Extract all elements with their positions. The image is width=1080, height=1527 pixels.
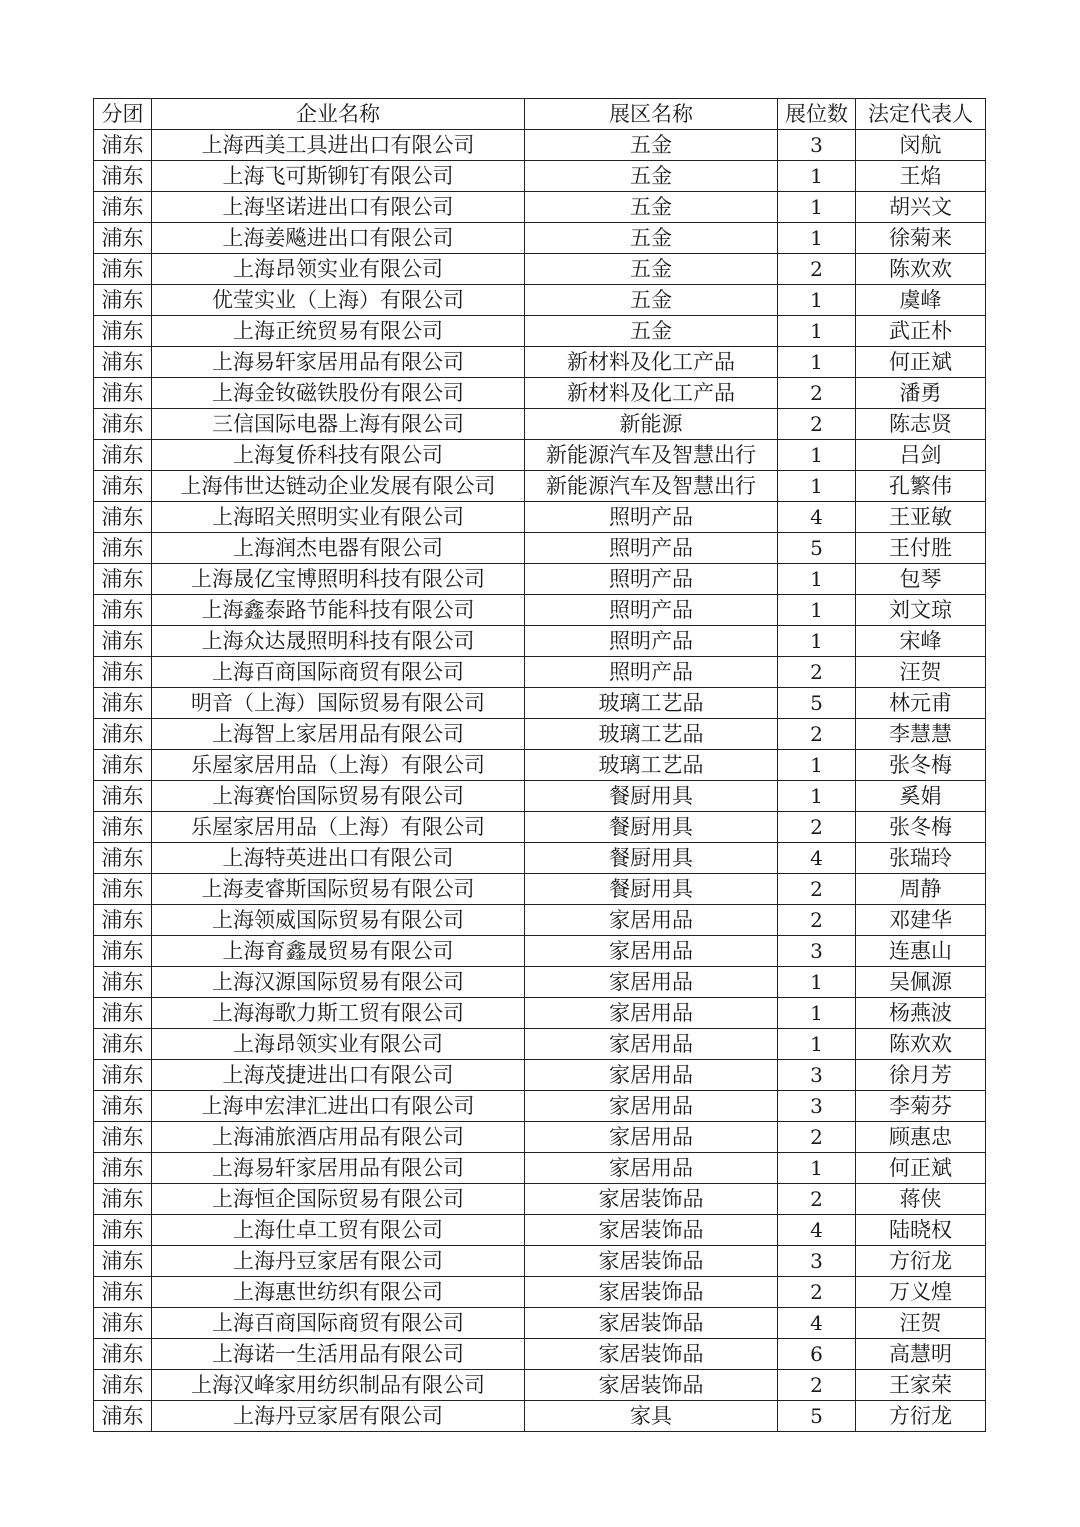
table-row <box>94 440 986 471</box>
cell-group: 浦东 <box>94 502 152 533</box>
cell-zone: 照明产品 <box>525 502 778 533</box>
cell-rep: 李菊芬 <box>856 1091 986 1122</box>
cell-zone: 玻璃工艺品 <box>525 688 778 719</box>
cell-group: 浦东 <box>94 998 152 1029</box>
cell-group: 浦东 <box>94 657 152 688</box>
cell-rep: 何正斌 <box>856 1153 986 1184</box>
cell-booths: 4 <box>778 502 856 533</box>
cell-booths: 3 <box>778 1091 856 1122</box>
cell-group: 浦东 <box>94 595 152 626</box>
cell-booths: 1 <box>778 967 856 998</box>
cell-company: 上海育鑫晟贸易有限公司 <box>152 936 525 967</box>
cell-booths: 2 <box>778 1277 856 1308</box>
cell-company: 上海众达晟照明科技有限公司 <box>152 626 525 657</box>
cell-group: 浦东 <box>94 1246 152 1277</box>
cell-company: 上海昂领实业有限公司 <box>152 1029 525 1060</box>
cell-rep: 张瑞玲 <box>856 843 986 874</box>
cell-company: 上海坚诺进出口有限公司 <box>152 192 525 223</box>
cell-booths: 5 <box>778 1401 856 1432</box>
cell-rep: 邓建华 <box>856 905 986 936</box>
cell-company: 上海昂领实业有限公司 <box>152 254 525 285</box>
cell-company: 上海丹豆家居有限公司 <box>152 1246 525 1277</box>
table-row <box>94 1122 986 1153</box>
cell-booths: 2 <box>778 905 856 936</box>
cell-group: 浦东 <box>94 285 152 316</box>
table-row <box>94 192 986 223</box>
cell-zone: 家居装饰品 <box>525 1308 778 1339</box>
cell-zone: 新能源汽车及智慧出行 <box>525 440 778 471</box>
cell-company: 上海易轩家居用品有限公司 <box>152 1153 525 1184</box>
table-row <box>94 657 986 688</box>
cell-rep: 刘文琼 <box>856 595 986 626</box>
cell-group: 浦东 <box>94 471 152 502</box>
cell-booths: 5 <box>778 688 856 719</box>
cell-group: 浦东 <box>94 1215 152 1246</box>
cell-booths: 3 <box>778 130 856 161</box>
cell-group: 浦东 <box>94 967 152 998</box>
cell-group: 浦东 <box>94 936 152 967</box>
cell-booths: 2 <box>778 812 856 843</box>
table-row <box>94 1184 986 1215</box>
cell-zone: 五金 <box>525 161 778 192</box>
table-row <box>94 1370 986 1401</box>
cell-group: 浦东 <box>94 533 152 564</box>
table-row <box>94 719 986 750</box>
cell-booths: 1 <box>778 781 856 812</box>
table-row <box>94 378 986 409</box>
table-row <box>94 564 986 595</box>
cell-rep: 李慧慧 <box>856 719 986 750</box>
cell-rep: 吕剑 <box>856 440 986 471</box>
cell-zone: 家居用品 <box>525 905 778 936</box>
cell-booths: 2 <box>778 254 856 285</box>
cell-group: 浦东 <box>94 781 152 812</box>
header-rep: 法定代表人 <box>856 99 986 130</box>
cell-booths: 1 <box>778 998 856 1029</box>
cell-booths: 1 <box>778 1153 856 1184</box>
table-row <box>94 1246 986 1277</box>
cell-rep: 陆晓权 <box>856 1215 986 1246</box>
cell-zone: 家居用品 <box>525 1153 778 1184</box>
cell-company: 上海伟世达链动企业发展有限公司 <box>152 471 525 502</box>
table-row <box>94 316 986 347</box>
table-row <box>94 223 986 254</box>
cell-rep: 王亚敏 <box>856 502 986 533</box>
cell-group: 浦东 <box>94 254 152 285</box>
table-row <box>94 1308 986 1339</box>
cell-company: 明音（上海）国际贸易有限公司 <box>152 688 525 719</box>
exhibitor-sheet <box>93 98 985 1432</box>
cell-booths: 1 <box>778 223 856 254</box>
table-row <box>94 936 986 967</box>
table-row <box>94 130 986 161</box>
cell-rep: 林元甫 <box>856 688 986 719</box>
cell-company: 上海百商国际商贸有限公司 <box>152 1308 525 1339</box>
cell-company: 上海恒企国际贸易有限公司 <box>152 1184 525 1215</box>
cell-rep: 孔繁伟 <box>856 471 986 502</box>
cell-group: 浦东 <box>94 1153 152 1184</box>
cell-group: 浦东 <box>94 750 152 781</box>
cell-rep: 方衍龙 <box>856 1401 986 1432</box>
table-row <box>94 1277 986 1308</box>
cell-company: 上海丹豆家居有限公司 <box>152 1401 525 1432</box>
cell-booths: 2 <box>778 1122 856 1153</box>
cell-group: 浦东 <box>94 1339 152 1370</box>
cell-company: 上海晟亿宝博照明科技有限公司 <box>152 564 525 595</box>
cell-zone: 五金 <box>525 285 778 316</box>
table-row <box>94 1401 986 1432</box>
table-row <box>94 409 986 440</box>
table-row <box>94 1339 986 1370</box>
cell-zone: 玻璃工艺品 <box>525 719 778 750</box>
table-row <box>94 812 986 843</box>
table-row <box>94 1153 986 1184</box>
cell-rep: 宋峰 <box>856 626 986 657</box>
table-row <box>94 998 986 1029</box>
cell-rep: 张冬梅 <box>856 812 986 843</box>
cell-rep: 高慧明 <box>856 1339 986 1370</box>
header-company: 企业名称 <box>152 99 525 130</box>
cell-company: 三信国际电器上海有限公司 <box>152 409 525 440</box>
cell-zone: 餐厨用具 <box>525 843 778 874</box>
cell-zone: 照明产品 <box>525 626 778 657</box>
cell-zone: 家居用品 <box>525 998 778 1029</box>
cell-rep: 胡兴文 <box>856 192 986 223</box>
cell-zone: 五金 <box>525 130 778 161</box>
table-row <box>94 1029 986 1060</box>
cell-company: 上海仕卓工贸有限公司 <box>152 1215 525 1246</box>
cell-booths: 3 <box>778 1246 856 1277</box>
table-row <box>94 1215 986 1246</box>
cell-rep: 陈欢欢 <box>856 1029 986 1060</box>
cell-group: 浦东 <box>94 161 152 192</box>
cell-zone: 家居用品 <box>525 1122 778 1153</box>
cell-company: 上海茂捷进出口有限公司 <box>152 1060 525 1091</box>
cell-rep: 潘勇 <box>856 378 986 409</box>
cell-group: 浦东 <box>94 874 152 905</box>
cell-company: 上海汉源国际贸易有限公司 <box>152 967 525 998</box>
cell-company: 乐屋家居用品（上海）有限公司 <box>152 750 525 781</box>
cell-company: 上海领威国际贸易有限公司 <box>152 905 525 936</box>
table-row <box>94 471 986 502</box>
cell-group: 浦东 <box>94 688 152 719</box>
cell-group: 浦东 <box>94 378 152 409</box>
cell-booths: 1 <box>778 192 856 223</box>
cell-group: 浦东 <box>94 1060 152 1091</box>
cell-booths: 1 <box>778 161 856 192</box>
table-row <box>94 626 986 657</box>
cell-group: 浦东 <box>94 1122 152 1153</box>
cell-booths: 1 <box>778 471 856 502</box>
cell-rep: 连惠山 <box>856 936 986 967</box>
cell-group: 浦东 <box>94 1277 152 1308</box>
cell-booths: 2 <box>778 1370 856 1401</box>
cell-zone: 五金 <box>525 192 778 223</box>
cell-group: 浦东 <box>94 905 152 936</box>
cell-rep: 周静 <box>856 874 986 905</box>
cell-zone: 玻璃工艺品 <box>525 750 778 781</box>
cell-group: 浦东 <box>94 1184 152 1215</box>
cell-group: 浦东 <box>94 223 152 254</box>
cell-company: 上海金钕磁铁股份有限公司 <box>152 378 525 409</box>
cell-booths: 2 <box>778 1184 856 1215</box>
cell-rep: 陈欢欢 <box>856 254 986 285</box>
cell-rep: 王焰 <box>856 161 986 192</box>
header-booths: 展位数 <box>778 99 856 130</box>
cell-zone: 五金 <box>525 254 778 285</box>
cell-booths: 1 <box>778 316 856 347</box>
table-row <box>94 843 986 874</box>
cell-group: 浦东 <box>94 347 152 378</box>
cell-group: 浦东 <box>94 1401 152 1432</box>
table-row <box>94 750 986 781</box>
table-row <box>94 1091 986 1122</box>
cell-booths: 3 <box>778 936 856 967</box>
cell-company: 上海诺一生活用品有限公司 <box>152 1339 525 1370</box>
cell-booths: 1 <box>778 285 856 316</box>
cell-rep: 陈志贤 <box>856 409 986 440</box>
cell-zone: 五金 <box>525 316 778 347</box>
table-row <box>94 1060 986 1091</box>
cell-zone: 家居装饰品 <box>525 1246 778 1277</box>
cell-booths: 4 <box>778 843 856 874</box>
table-row <box>94 161 986 192</box>
header-row <box>94 99 986 130</box>
cell-booths: 5 <box>778 533 856 564</box>
cell-booths: 1 <box>778 595 856 626</box>
cell-zone: 新材料及化工产品 <box>525 347 778 378</box>
cell-rep: 徐月芳 <box>856 1060 986 1091</box>
cell-group: 浦东 <box>94 192 152 223</box>
cell-group: 浦东 <box>94 1091 152 1122</box>
cell-company: 上海昭关照明实业有限公司 <box>152 502 525 533</box>
exhibitor-table <box>93 98 986 1432</box>
cell-zone: 家居装饰品 <box>525 1339 778 1370</box>
cell-group: 浦东 <box>94 564 152 595</box>
cell-rep: 顾惠忠 <box>856 1122 986 1153</box>
cell-zone: 家居用品 <box>525 1029 778 1060</box>
cell-company: 上海西美工具进出口有限公司 <box>152 130 525 161</box>
cell-booths: 1 <box>778 347 856 378</box>
cell-booths: 2 <box>778 719 856 750</box>
cell-rep: 汪贺 <box>856 657 986 688</box>
cell-company: 上海浦旅酒店用品有限公司 <box>152 1122 525 1153</box>
cell-zone: 家居装饰品 <box>525 1277 778 1308</box>
cell-zone: 新材料及化工产品 <box>525 378 778 409</box>
table-header <box>94 99 986 130</box>
header-group: 分团 <box>94 99 152 130</box>
cell-zone: 家居用品 <box>525 936 778 967</box>
cell-company: 上海申宏津汇进出口有限公司 <box>152 1091 525 1122</box>
cell-company: 上海易轩家居用品有限公司 <box>152 347 525 378</box>
table-row <box>94 688 986 719</box>
cell-zone: 照明产品 <box>525 564 778 595</box>
cell-group: 浦东 <box>94 130 152 161</box>
cell-rep: 汪贺 <box>856 1308 986 1339</box>
cell-booths: 1 <box>778 1029 856 1060</box>
cell-company: 上海特英进出口有限公司 <box>152 843 525 874</box>
cell-group: 浦东 <box>94 1370 152 1401</box>
cell-booths: 1 <box>778 750 856 781</box>
cell-group: 浦东 <box>94 1029 152 1060</box>
cell-company: 上海惠世纺织有限公司 <box>152 1277 525 1308</box>
cell-zone: 餐厨用具 <box>525 781 778 812</box>
cell-zone: 餐厨用具 <box>525 874 778 905</box>
cell-company: 上海复侨科技有限公司 <box>152 440 525 471</box>
table-row <box>94 254 986 285</box>
cell-company: 上海姜飚进出口有限公司 <box>152 223 525 254</box>
cell-booths: 2 <box>778 657 856 688</box>
cell-zone: 家居装饰品 <box>525 1370 778 1401</box>
table-row <box>94 874 986 905</box>
cell-group: 浦东 <box>94 440 152 471</box>
table-row <box>94 905 986 936</box>
table-row <box>94 595 986 626</box>
cell-zone: 新能源 <box>525 409 778 440</box>
cell-zone: 新能源汽车及智慧出行 <box>525 471 778 502</box>
cell-zone: 餐厨用具 <box>525 812 778 843</box>
cell-company: 上海汉峰家用纺织制品有限公司 <box>152 1370 525 1401</box>
cell-zone: 照明产品 <box>525 595 778 626</box>
cell-booths: 3 <box>778 1060 856 1091</box>
cell-zone: 家居装饰品 <box>525 1215 778 1246</box>
cell-company: 上海飞可斯铆钉有限公司 <box>152 161 525 192</box>
cell-zone: 家居用品 <box>525 1060 778 1091</box>
cell-zone: 五金 <box>525 223 778 254</box>
cell-rep: 何正斌 <box>856 347 986 378</box>
cell-company: 乐屋家居用品（上海）有限公司 <box>152 812 525 843</box>
cell-rep: 万义煌 <box>856 1277 986 1308</box>
cell-company: 上海鑫泰路节能科技有限公司 <box>152 595 525 626</box>
cell-zone: 照明产品 <box>525 533 778 564</box>
cell-booths: 4 <box>778 1215 856 1246</box>
cell-rep: 吴佩源 <box>856 967 986 998</box>
cell-rep: 包琴 <box>856 564 986 595</box>
cell-booths: 4 <box>778 1308 856 1339</box>
cell-company: 上海海歌力斯工贸有限公司 <box>152 998 525 1029</box>
cell-rep: 张冬梅 <box>856 750 986 781</box>
header-zone: 展区名称 <box>525 99 778 130</box>
cell-rep: 徐菊来 <box>856 223 986 254</box>
cell-booths: 2 <box>778 874 856 905</box>
cell-rep: 王付胜 <box>856 533 986 564</box>
cell-booths: 6 <box>778 1339 856 1370</box>
cell-rep: 奚娟 <box>856 781 986 812</box>
cell-group: 浦东 <box>94 409 152 440</box>
cell-group: 浦东 <box>94 1308 152 1339</box>
cell-company: 上海润杰电器有限公司 <box>152 533 525 564</box>
cell-group: 浦东 <box>94 812 152 843</box>
cell-zone: 家居用品 <box>525 967 778 998</box>
table-body <box>94 130 986 1432</box>
cell-company: 上海赛怡国际贸易有限公司 <box>152 781 525 812</box>
cell-rep: 杨燕波 <box>856 998 986 1029</box>
cell-rep: 虞峰 <box>856 285 986 316</box>
cell-zone: 照明产品 <box>525 657 778 688</box>
cell-zone: 家居用品 <box>525 1091 778 1122</box>
cell-group: 浦东 <box>94 626 152 657</box>
cell-rep: 武正朴 <box>856 316 986 347</box>
cell-company: 优莹实业（上海）有限公司 <box>152 285 525 316</box>
cell-zone: 家居装饰品 <box>525 1184 778 1215</box>
cell-rep: 闵航 <box>856 130 986 161</box>
cell-booths: 1 <box>778 564 856 595</box>
table-row <box>94 285 986 316</box>
cell-booths: 2 <box>778 409 856 440</box>
table-row <box>94 967 986 998</box>
cell-group: 浦东 <box>94 316 152 347</box>
cell-company: 上海智上家居用品有限公司 <box>152 719 525 750</box>
cell-rep: 蒋侠 <box>856 1184 986 1215</box>
cell-booths: 2 <box>778 378 856 409</box>
cell-group: 浦东 <box>94 843 152 874</box>
cell-booths: 1 <box>778 626 856 657</box>
cell-zone: 家具 <box>525 1401 778 1432</box>
cell-company: 上海百商国际商贸有限公司 <box>152 657 525 688</box>
cell-rep: 方衍龙 <box>856 1246 986 1277</box>
table-row <box>94 347 986 378</box>
cell-group: 浦东 <box>94 719 152 750</box>
table-row <box>94 781 986 812</box>
cell-company: 上海正统贸易有限公司 <box>152 316 525 347</box>
cell-booths: 1 <box>778 440 856 471</box>
table-row <box>94 533 986 564</box>
table-row <box>94 502 986 533</box>
cell-company: 上海麦睿斯国际贸易有限公司 <box>152 874 525 905</box>
cell-rep: 王家荣 <box>856 1370 986 1401</box>
